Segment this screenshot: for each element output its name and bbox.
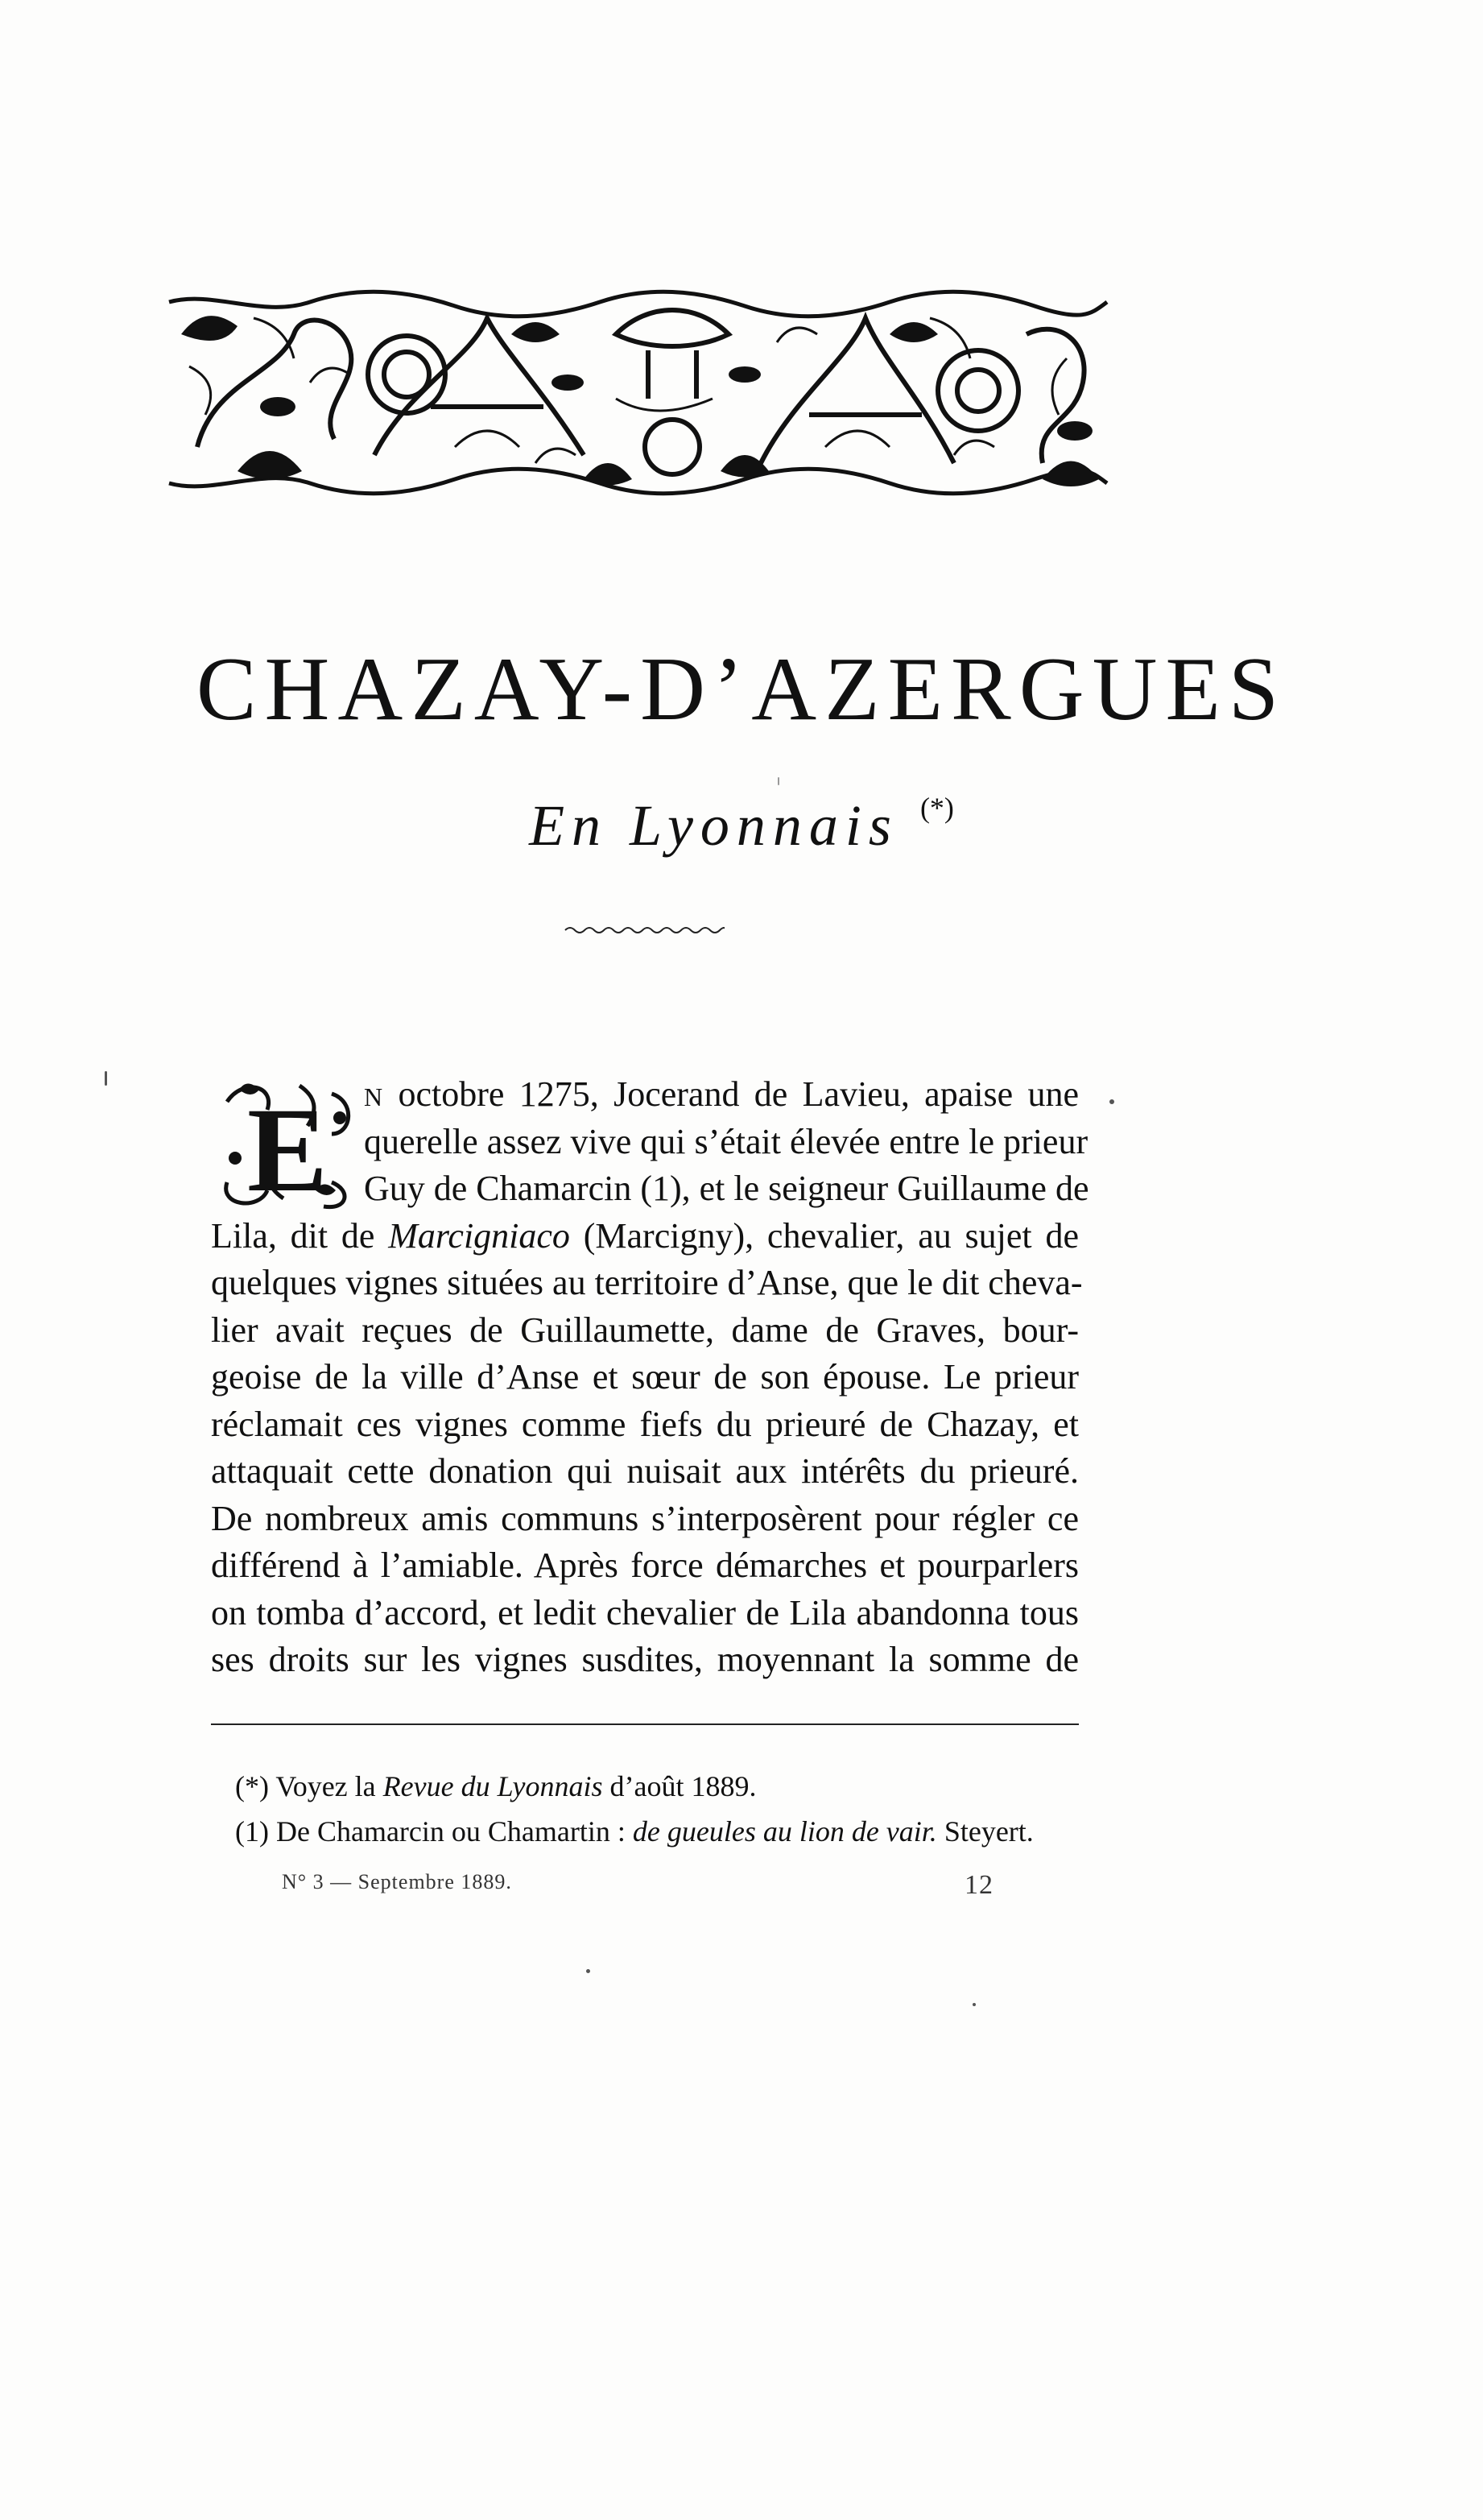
text-line — [211, 1071, 1079, 1119]
text-line: lier avait reçues de Guillaumette, dame de Graves, bour- — [211, 1310, 1079, 1350]
subtitle-note-mark: (*) — [919, 792, 954, 824]
line-text: Lila, dit de — [211, 1215, 389, 1256]
text-line: Guy de Chamarcin (1), et le seigneur Guillaume de — [364, 1169, 1089, 1208]
text-line: querelle assez vive qui s’était élevée entre le prieur — [364, 1121, 1088, 1161]
footnotes — [235, 1764, 1080, 1854]
text-line: réclamait ces vignes comme fiefs du prieuré de Chazay, et — [211, 1404, 1079, 1444]
footnote-italic: Revue du Lyonnais — [382, 1770, 603, 1802]
footnote-item — [235, 1764, 1080, 1809]
scan-speck — [586, 1969, 590, 1973]
decorative-rule — [564, 925, 725, 936]
issue-footer: N° 3 — Septembre 1889. — [282, 1870, 512, 1893]
footnote-text: De Chamarcin ou Chamartin : — [268, 1815, 633, 1848]
subtitle-text: En Lyonnais — [529, 793, 898, 858]
footnote-text: Steyert. — [936, 1815, 1034, 1848]
footnote-mark: (*) — [235, 1770, 269, 1802]
drop-cap-letter: E — [246, 1083, 328, 1213]
text-line: différend à l’amiable. Après force démarches et pourparlers — [211, 1546, 1079, 1585]
signature-number: 12 — [965, 1870, 993, 1900]
footnote-italic: de gueules au lion de vair. — [632, 1815, 937, 1848]
page-subtitle — [0, 792, 1483, 858]
footnote-item — [235, 1809, 1080, 1854]
line-text: octobre 1275, Jocerand de Lavieu, apaise une — [383, 1074, 1079, 1114]
text-line: attaquait cette donation qui nuisait aux intérêts du prieuré. — [211, 1451, 1079, 1491]
footnote-text: Voyez la — [268, 1770, 383, 1802]
text-line: geoise de la ville d’Anse et sœur de son épouse. Le prieur — [211, 1357, 1079, 1397]
line-text: (Marcigny), chevalier, au sujet de — [569, 1215, 1079, 1256]
scan-speck — [778, 777, 779, 785]
small-caps-lead: N — [364, 1082, 384, 1111]
page-title: CHAZAY-D’AZERGUES — [196, 639, 1287, 739]
line-italic: Marcigniaco — [388, 1215, 570, 1256]
text-line — [211, 1213, 1079, 1260]
ornamental-headpiece — [165, 286, 1111, 499]
text-line: ses droits sur les vignes susdites, moyennant la somme de — [211, 1640, 1079, 1679]
footnote-divider — [211, 1723, 1079, 1725]
body-paragraph — [211, 1071, 1089, 1684]
scan-speck — [105, 1071, 107, 1086]
scan-speck — [973, 2003, 976, 2006]
text-line: on tomba d’accord, et ledit chevalier de Lila abandonna tous — [211, 1592, 1079, 1632]
scan-speck — [1109, 1099, 1114, 1104]
text-line: De nombreux amis communs s’interposèrent pour régler ce — [211, 1498, 1079, 1538]
text-line: quelques vignes situées au territoire d’Anse, que le dit cheva- — [211, 1263, 1083, 1302]
footnote-text: d’août 1889. — [602, 1770, 757, 1802]
footnote-mark: (1) — [235, 1815, 269, 1848]
